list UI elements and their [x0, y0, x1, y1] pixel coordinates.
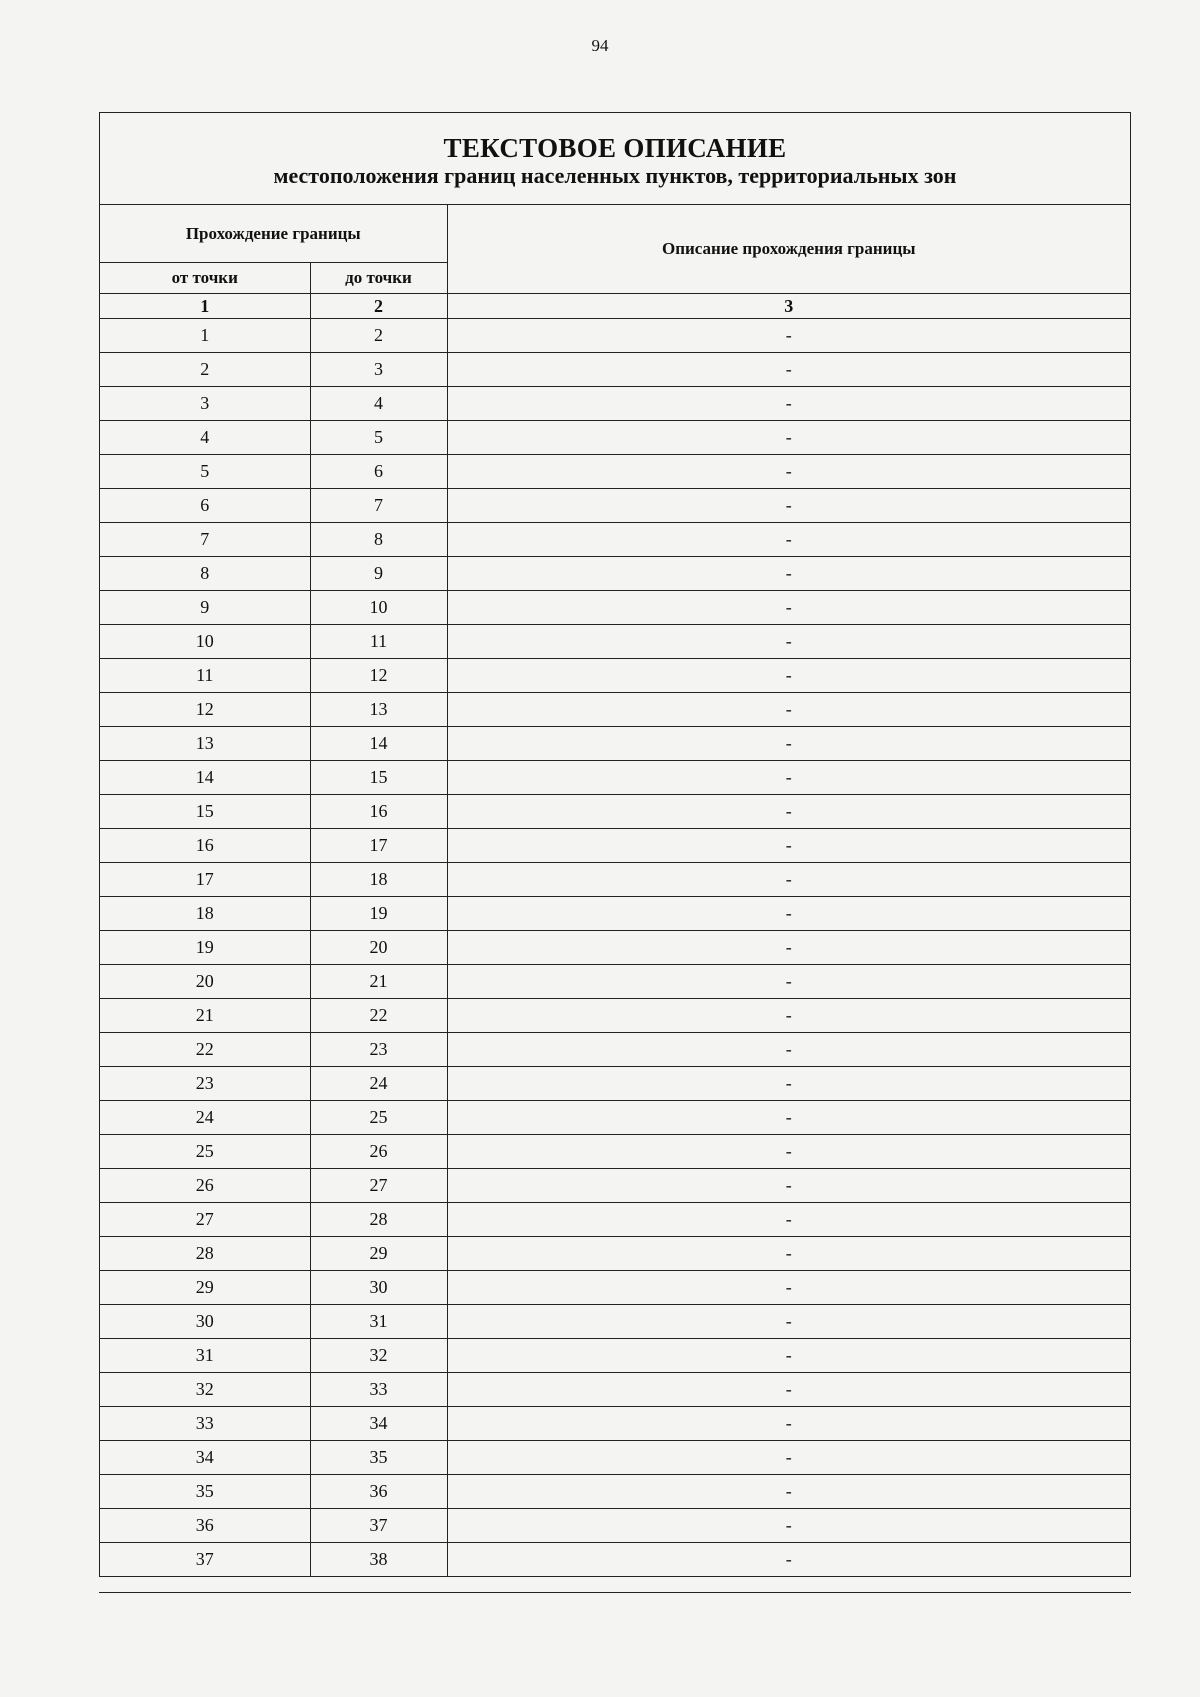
- table-row: [100, 523, 1130, 557]
- from-point-cell: 21: [100, 999, 310, 1033]
- description-cell: -: [447, 625, 1130, 659]
- description-cell: -: [447, 1237, 1130, 1271]
- to-point-cell: 34: [310, 1407, 447, 1441]
- table-row: [100, 999, 1130, 1033]
- description-cell: -: [447, 795, 1130, 829]
- from-point-cell: 23: [100, 1067, 310, 1101]
- to-point-cell: 23: [310, 1033, 447, 1067]
- table-row: [100, 693, 1130, 727]
- table-row: [100, 1441, 1130, 1475]
- table-row: [100, 455, 1130, 489]
- to-point-cell: 2: [310, 319, 447, 353]
- table-row: [100, 1305, 1130, 1339]
- from-point-cell: 20: [100, 965, 310, 999]
- description-cell: -: [447, 1373, 1130, 1407]
- to-point-cell: 38: [310, 1543, 447, 1577]
- page-number: 94: [591, 36, 609, 55]
- table-row: [100, 897, 1130, 931]
- from-point-cell: 30: [100, 1305, 310, 1339]
- table-row: [100, 965, 1130, 999]
- table-row: [100, 1067, 1130, 1101]
- from-point-cell: 8: [100, 557, 310, 591]
- to-point-cell: 24: [310, 1067, 447, 1101]
- to-point-cell: 13: [310, 693, 447, 727]
- to-point-cell: 14: [310, 727, 447, 761]
- from-point-cell: 3: [100, 387, 310, 421]
- to-point-cell: 22: [310, 999, 447, 1033]
- description-cell: -: [447, 1169, 1130, 1203]
- table-row: [100, 795, 1130, 829]
- table-row: [100, 727, 1130, 761]
- description-cell: -: [447, 591, 1130, 625]
- to-point-cell: 5: [310, 421, 447, 455]
- from-point-cell: 25: [100, 1135, 310, 1169]
- to-point-cell: 21: [310, 965, 447, 999]
- table-row: [100, 353, 1130, 387]
- table-row: [100, 1169, 1130, 1203]
- description-cell: -: [447, 1033, 1130, 1067]
- description-cell: -: [447, 1339, 1130, 1373]
- from-point-cell: 14: [100, 761, 310, 795]
- from-point-cell: 1: [100, 319, 310, 353]
- description-cell: -: [447, 489, 1130, 523]
- description-cell: -: [447, 897, 1130, 931]
- to-point-cell: 30: [310, 1271, 447, 1305]
- from-point-cell: 22: [100, 1033, 310, 1067]
- header-from-point: от точки: [100, 263, 310, 294]
- boundary-table: [100, 205, 1130, 1576]
- table-row: [100, 1509, 1130, 1543]
- description-cell: -: [447, 1509, 1130, 1543]
- header-col-number-2: 2: [310, 294, 447, 319]
- to-point-cell: 33: [310, 1373, 447, 1407]
- from-point-cell: 12: [100, 693, 310, 727]
- document-subtitle: местоположения границ населенных пунктов, территориальных зон: [273, 163, 957, 188]
- table-row: [100, 761, 1130, 795]
- from-point-cell: 5: [100, 455, 310, 489]
- table-row: [100, 1543, 1130, 1577]
- from-point-cell: 18: [100, 897, 310, 931]
- description-cell: -: [447, 999, 1130, 1033]
- header-col-number-3: 3: [447, 294, 1130, 319]
- from-point-cell: 29: [100, 1271, 310, 1305]
- to-point-cell: 11: [310, 625, 447, 659]
- to-point-cell: 7: [310, 489, 447, 523]
- description-cell: -: [447, 1441, 1130, 1475]
- description-cell: -: [447, 727, 1130, 761]
- header-to-point: до точки: [310, 263, 447, 294]
- table-row: [100, 387, 1130, 421]
- to-point-cell: 32: [310, 1339, 447, 1373]
- bottom-rule: [99, 1592, 1131, 1593]
- from-point-cell: 34: [100, 1441, 310, 1475]
- description-cell: -: [447, 1543, 1130, 1577]
- description-cell: -: [447, 965, 1130, 999]
- description-cell: -: [447, 1067, 1130, 1101]
- to-point-cell: 27: [310, 1169, 447, 1203]
- from-point-cell: 17: [100, 863, 310, 897]
- from-point-cell: 9: [100, 591, 310, 625]
- to-point-cell: 20: [310, 931, 447, 965]
- title-block: [100, 113, 1130, 205]
- description-cell: -: [447, 523, 1130, 557]
- description-cell: -: [447, 319, 1130, 353]
- table-row: [100, 1339, 1130, 1373]
- description-cell: -: [447, 1305, 1130, 1339]
- table-row: [100, 829, 1130, 863]
- document-title: ТЕКСТОВОЕ ОПИСАНИЕ: [443, 133, 787, 163]
- description-cell: -: [447, 557, 1130, 591]
- from-point-cell: 15: [100, 795, 310, 829]
- to-point-cell: 19: [310, 897, 447, 931]
- table-row: [100, 863, 1130, 897]
- to-point-cell: 35: [310, 1441, 447, 1475]
- table-header: [100, 205, 1130, 319]
- table-row: [100, 421, 1130, 455]
- table-row: [100, 931, 1130, 965]
- description-cell: -: [447, 1475, 1130, 1509]
- from-point-cell: 27: [100, 1203, 310, 1237]
- to-point-cell: 37: [310, 1509, 447, 1543]
- to-point-cell: 26: [310, 1135, 447, 1169]
- to-point-cell: 29: [310, 1237, 447, 1271]
- from-point-cell: 26: [100, 1169, 310, 1203]
- table-row: [100, 659, 1130, 693]
- header-boundary-passage: Прохождение границы: [100, 205, 447, 263]
- to-point-cell: 8: [310, 523, 447, 557]
- boundary-description-document: [99, 112, 1131, 1577]
- description-cell: -: [447, 455, 1130, 489]
- to-point-cell: 3: [310, 353, 447, 387]
- table-row: [100, 1203, 1130, 1237]
- table-row: [100, 1475, 1130, 1509]
- from-point-cell: 6: [100, 489, 310, 523]
- description-cell: -: [447, 1203, 1130, 1237]
- table-row: [100, 1373, 1130, 1407]
- from-point-cell: 13: [100, 727, 310, 761]
- description-cell: -: [447, 693, 1130, 727]
- to-point-cell: 12: [310, 659, 447, 693]
- from-point-cell: 32: [100, 1373, 310, 1407]
- table-row: [100, 1135, 1130, 1169]
- table-row: [100, 1271, 1130, 1305]
- table-row: [100, 489, 1130, 523]
- table-row: [100, 1407, 1130, 1441]
- description-cell: -: [447, 1101, 1130, 1135]
- from-point-cell: 19: [100, 931, 310, 965]
- description-cell: -: [447, 421, 1130, 455]
- description-cell: -: [447, 931, 1130, 965]
- to-point-cell: 36: [310, 1475, 447, 1509]
- table-row: [100, 1237, 1130, 1271]
- description-cell: -: [447, 387, 1130, 421]
- from-point-cell: 24: [100, 1101, 310, 1135]
- to-point-cell: 15: [310, 761, 447, 795]
- description-cell: -: [447, 1407, 1130, 1441]
- table-row: [100, 625, 1130, 659]
- from-point-cell: 33: [100, 1407, 310, 1441]
- description-cell: -: [447, 353, 1130, 387]
- to-point-cell: 4: [310, 387, 447, 421]
- table-row: [100, 1033, 1130, 1067]
- description-cell: -: [447, 829, 1130, 863]
- header-col-number-1: 1: [100, 294, 310, 319]
- to-point-cell: 31: [310, 1305, 447, 1339]
- table-body: [100, 319, 1130, 1577]
- to-point-cell: 18: [310, 863, 447, 897]
- to-point-cell: 17: [310, 829, 447, 863]
- from-point-cell: 36: [100, 1509, 310, 1543]
- from-point-cell: 2: [100, 353, 310, 387]
- description-cell: -: [447, 1271, 1130, 1305]
- from-point-cell: 31: [100, 1339, 310, 1373]
- to-point-cell: 16: [310, 795, 447, 829]
- description-cell: -: [447, 659, 1130, 693]
- to-point-cell: 9: [310, 557, 447, 591]
- from-point-cell: 11: [100, 659, 310, 693]
- to-point-cell: 10: [310, 591, 447, 625]
- description-cell: -: [447, 863, 1130, 897]
- description-cell: -: [447, 1135, 1130, 1169]
- to-point-cell: 28: [310, 1203, 447, 1237]
- from-point-cell: 37: [100, 1543, 310, 1577]
- from-point-cell: 28: [100, 1237, 310, 1271]
- table-row: [100, 557, 1130, 591]
- description-cell: -: [447, 761, 1130, 795]
- from-point-cell: 35: [100, 1475, 310, 1509]
- to-point-cell: 25: [310, 1101, 447, 1135]
- table-row: [100, 1101, 1130, 1135]
- table-row: [100, 319, 1130, 353]
- to-point-cell: 6: [310, 455, 447, 489]
- header-description: Описание прохождения границы: [447, 205, 1130, 294]
- from-point-cell: 16: [100, 829, 310, 863]
- from-point-cell: 4: [100, 421, 310, 455]
- table-row: [100, 591, 1130, 625]
- from-point-cell: 7: [100, 523, 310, 557]
- from-point-cell: 10: [100, 625, 310, 659]
